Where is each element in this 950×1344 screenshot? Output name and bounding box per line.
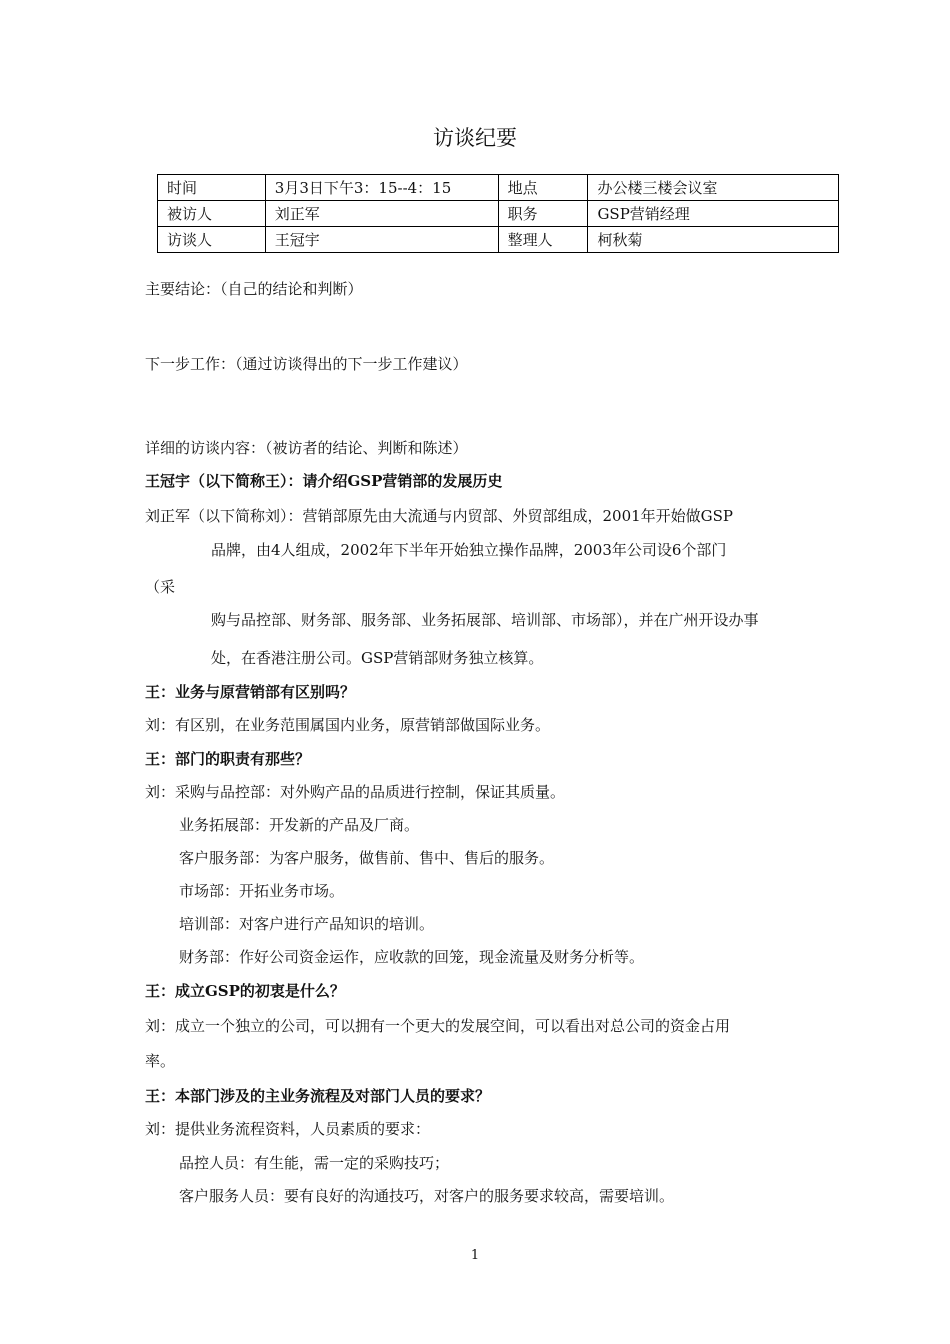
table-cell: GSP营销经理	[588, 201, 839, 227]
table-cell: 时间	[158, 175, 266, 201]
details-heading: 详细的访谈内容：（被访者的结论、判断和陈述）	[145, 439, 468, 457]
answer-3-line: 培训部：对客户进行产品知识的培训。	[179, 915, 435, 933]
table-cell: 办公楼三楼会议室	[588, 175, 839, 201]
table-row	[158, 201, 839, 227]
table-cell: 地点	[498, 175, 588, 201]
question-3: 王：部门的职责有那些？	[145, 750, 311, 768]
question-1: 王冠宇（以下简称王）：请介绍GSP营销部的发展历史	[145, 472, 503, 490]
table-cell: 访谈人	[158, 227, 266, 253]
conclusion-heading: 主要结论：（自己的结论和判断）	[145, 280, 363, 298]
table-cell: 刘正军	[265, 201, 498, 227]
table-cell: 职务	[498, 201, 588, 227]
answer-4-line: 率。	[145, 1052, 176, 1070]
answer-1-line: 处，在香港注册公司。GSP营销部财务独立核算。	[211, 649, 544, 667]
answer-1-line: 刘正军（以下简称刘）：营销部原先由大流通与内贸部、外贸部组成，2001年开始做GSP	[145, 507, 734, 525]
info-table	[157, 174, 839, 253]
table-cell: 3月3日下午3：15--4：15	[265, 175, 498, 201]
answer-3-line: 业务拓展部：开发新的产品及厂商。	[179, 816, 420, 834]
answer-1-line: （采	[145, 578, 176, 596]
answer-4-line: 刘：成立一个独立的公司，可以拥有一个更大的发展空间，可以看出对总公司的资金占用	[145, 1017, 731, 1035]
next-steps-heading: 下一步工作：（通过访谈得出的下一步工作建议）	[145, 355, 468, 373]
answer-5-line: 刘：提供业务流程资料，人员素质的要求：	[145, 1120, 431, 1138]
answer-3-line: 市场部：开拓业务市场。	[179, 882, 345, 900]
table-row	[158, 175, 839, 201]
answer-2: 刘：有区别，在业务范围属国内业务，原营销部做国际业务。	[145, 716, 551, 734]
table-cell: 整理人	[498, 227, 588, 253]
page-title: 访谈纪要	[433, 126, 517, 150]
answer-1-line: 品牌，由4人组成，2002年下半年开始独立操作品牌，2003年公司设6个部门	[211, 541, 727, 559]
question-4: 王：成立GSP的初衷是什么？	[145, 982, 345, 1000]
question-5: 王：本部门涉及的主业务流程及对部门人员的要求？	[145, 1087, 491, 1105]
answer-5-line: 客户服务人员：要有良好的沟通技巧，对客户的服务要求较高，需要培训。	[179, 1187, 675, 1205]
table-cell: 王冠宇	[265, 227, 498, 253]
answer-5-line: 品控人员：有生能，需一定的采购技巧；	[179, 1154, 450, 1172]
table-row	[158, 227, 839, 253]
page-number: 1	[470, 1248, 480, 1263]
answer-3-line: 客户服务部：为客户服务，做售前、售中、售后的服务。	[179, 849, 555, 867]
answer-3-line: 刘：采购与品控部：对外购产品的品质进行控制，保证其质量。	[145, 783, 566, 801]
answer-1-line: 购与品控部、财务部、服务部、业务拓展部、培训部、市场部），并在广州开设办事	[211, 611, 759, 629]
table-cell: 柯秋菊	[588, 227, 839, 253]
question-2: 王：业务与原营销部有区别吗？	[145, 683, 356, 701]
table-cell: 被访人	[158, 201, 266, 227]
answer-3-line: 财务部：作好公司资金运作，应收款的回笼，现金流量及财务分析等。	[179, 948, 645, 966]
